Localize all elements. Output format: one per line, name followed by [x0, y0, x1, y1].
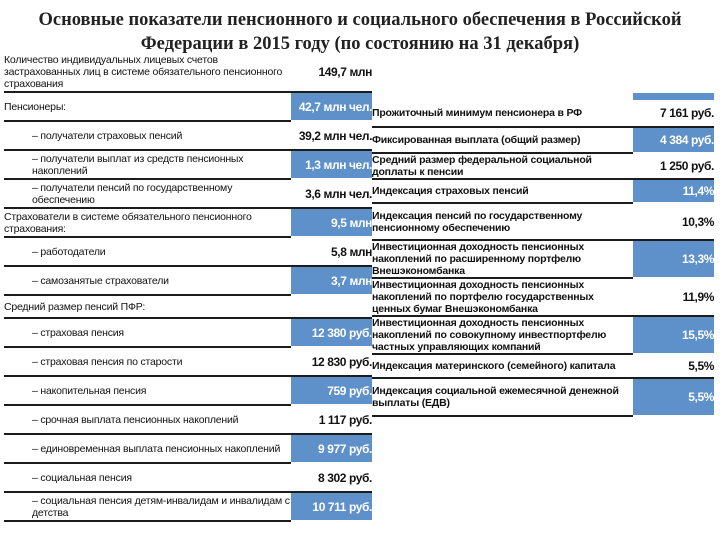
indicator-label: – работодатели [4, 237, 291, 266]
indicator-value: 11,4% [633, 179, 714, 203]
indicator-value: 3,6 млн чел. [291, 179, 372, 208]
indicator-label: Фиксированная выплата (общий размер) [372, 127, 633, 153]
indicator-value: 10 711 руб. [291, 492, 372, 521]
table-row [4, 179, 372, 208]
indicator-value: 9,5 млн [291, 208, 372, 237]
table-row [4, 376, 372, 405]
indicator-value [291, 295, 372, 318]
table-row [4, 208, 372, 237]
indicator-value: 5,5% [633, 378, 714, 416]
table-row [4, 237, 372, 266]
right-indicators-table [372, 93, 714, 417]
table-row [372, 354, 714, 378]
indicator-label: Индексация пенсий по государственному пенсионному обеспечению [372, 203, 633, 240]
indicator-value: 1,3 млн чел. [291, 150, 372, 179]
table-row [4, 347, 372, 376]
indicator-label: Индексация страховых пенсий [372, 179, 633, 203]
indicator-value: 42,7 млн чел. [291, 92, 372, 121]
indicator-label: – единовременная выплата пенсионных накоплений [4, 434, 291, 463]
indicator-label: Инвестиционная доходность пенсионных накоплений по расширенному портфелю Внешэкономбанка [372, 240, 633, 278]
indicator-label: – социальная пенсия [4, 463, 291, 492]
table-row [372, 153, 714, 179]
table-row [4, 434, 372, 463]
indicator-value: 3,7 млн [291, 266, 372, 295]
indicator-label: Количество индивидуальных лицевых счетов застрахованных лиц в системе обязательного пенсионного страхования [4, 52, 291, 92]
indicator-value: 149,7 млн [291, 52, 372, 92]
table-row [372, 278, 714, 316]
indicator-label: – социальная пенсия детям-инвалидам и инвалидам с детства [4, 492, 291, 521]
table-row [4, 463, 372, 492]
indicator-label: – страховая пенсия [4, 318, 291, 347]
indicator-label: Индексация социальной ежемесячной денежной выплаты (ЕДВ) [372, 378, 633, 416]
table-row [4, 52, 372, 92]
table-row [4, 121, 372, 150]
indicator-label: Средний размер федеральной социальной доплаты к пенсии [372, 153, 633, 179]
indicator-value: 39,2 млн чел. [291, 121, 372, 150]
header-band [372, 93, 714, 100]
indicator-label: – получатели страховых пенсий [4, 121, 291, 150]
table-row [4, 266, 372, 295]
indicator-label: – накопительная пенсия [4, 376, 291, 405]
table-row [4, 492, 372, 521]
indicator-value: 4 384 руб. [633, 127, 714, 153]
table-row [372, 203, 714, 240]
indicator-value: 1 117 руб. [291, 405, 372, 434]
indicator-value: 12 380 руб. [291, 318, 372, 347]
indicator-value: 5,5% [633, 354, 714, 378]
table-row [4, 295, 372, 318]
table-row [4, 405, 372, 434]
indicator-label: Средний размер пенсий ПФР: [4, 295, 291, 318]
table-row [372, 316, 714, 354]
indicator-value: 5,8 млн [291, 237, 372, 266]
table-row [372, 100, 714, 127]
table-row [372, 179, 714, 203]
table-row [372, 378, 714, 416]
table-row [4, 150, 372, 179]
indicator-label: Страхователи в системе обязательного пенсионного страхования: [4, 208, 291, 237]
table-row [372, 240, 714, 278]
indicator-label: – срочная выплата пенсионных накоплений [4, 405, 291, 434]
indicator-label: Индексация материнского (семейного) капитала [372, 354, 633, 378]
left-indicators-table [4, 52, 372, 522]
indicator-label: – страховая пенсия по старости [4, 347, 291, 376]
indicator-value: 1 250 руб. [633, 153, 714, 179]
indicator-value: 7 161 руб. [633, 100, 714, 127]
indicator-label: Пенсионеры: [4, 92, 291, 121]
table-row [372, 127, 714, 153]
indicator-value: 759 руб. [291, 376, 372, 405]
indicator-value: 9 977 руб. [291, 434, 372, 463]
table-row [4, 318, 372, 347]
table-row [4, 92, 372, 121]
indicator-value: 15,5% [633, 316, 714, 354]
indicator-value: 12 830 руб. [291, 347, 372, 376]
indicator-value: 8 302 руб. [291, 463, 372, 492]
indicator-label: Инвестиционная доходность пенсионных накоплений по совокупному инвестпортфелю частных управляющих компаний [372, 316, 633, 354]
indicator-label: – получатели выплат из средств пенсионных накоплений [4, 150, 291, 179]
indicator-label: Прожиточный минимум пенсионера в РФ [372, 100, 633, 127]
indicator-value: 13,3% [633, 240, 714, 278]
indicator-label: Инвестиционная доходность пенсионных накоплений по портфелю государственных ценных бумаг Внешэкономбанка [372, 278, 633, 316]
indicator-label: – самозанятые страхователи [4, 266, 291, 295]
indicator-value: 10,3% [633, 203, 714, 240]
page-title: Основные показатели пенсионного и социального обеспечения в Российской Федерации в 2015 году (по состоянию на 31 декабря) [38, 10, 682, 54]
indicator-label: – получатели пенсий по государственному обеспечению [4, 179, 291, 208]
indicator-value: 11,9% [633, 278, 714, 316]
